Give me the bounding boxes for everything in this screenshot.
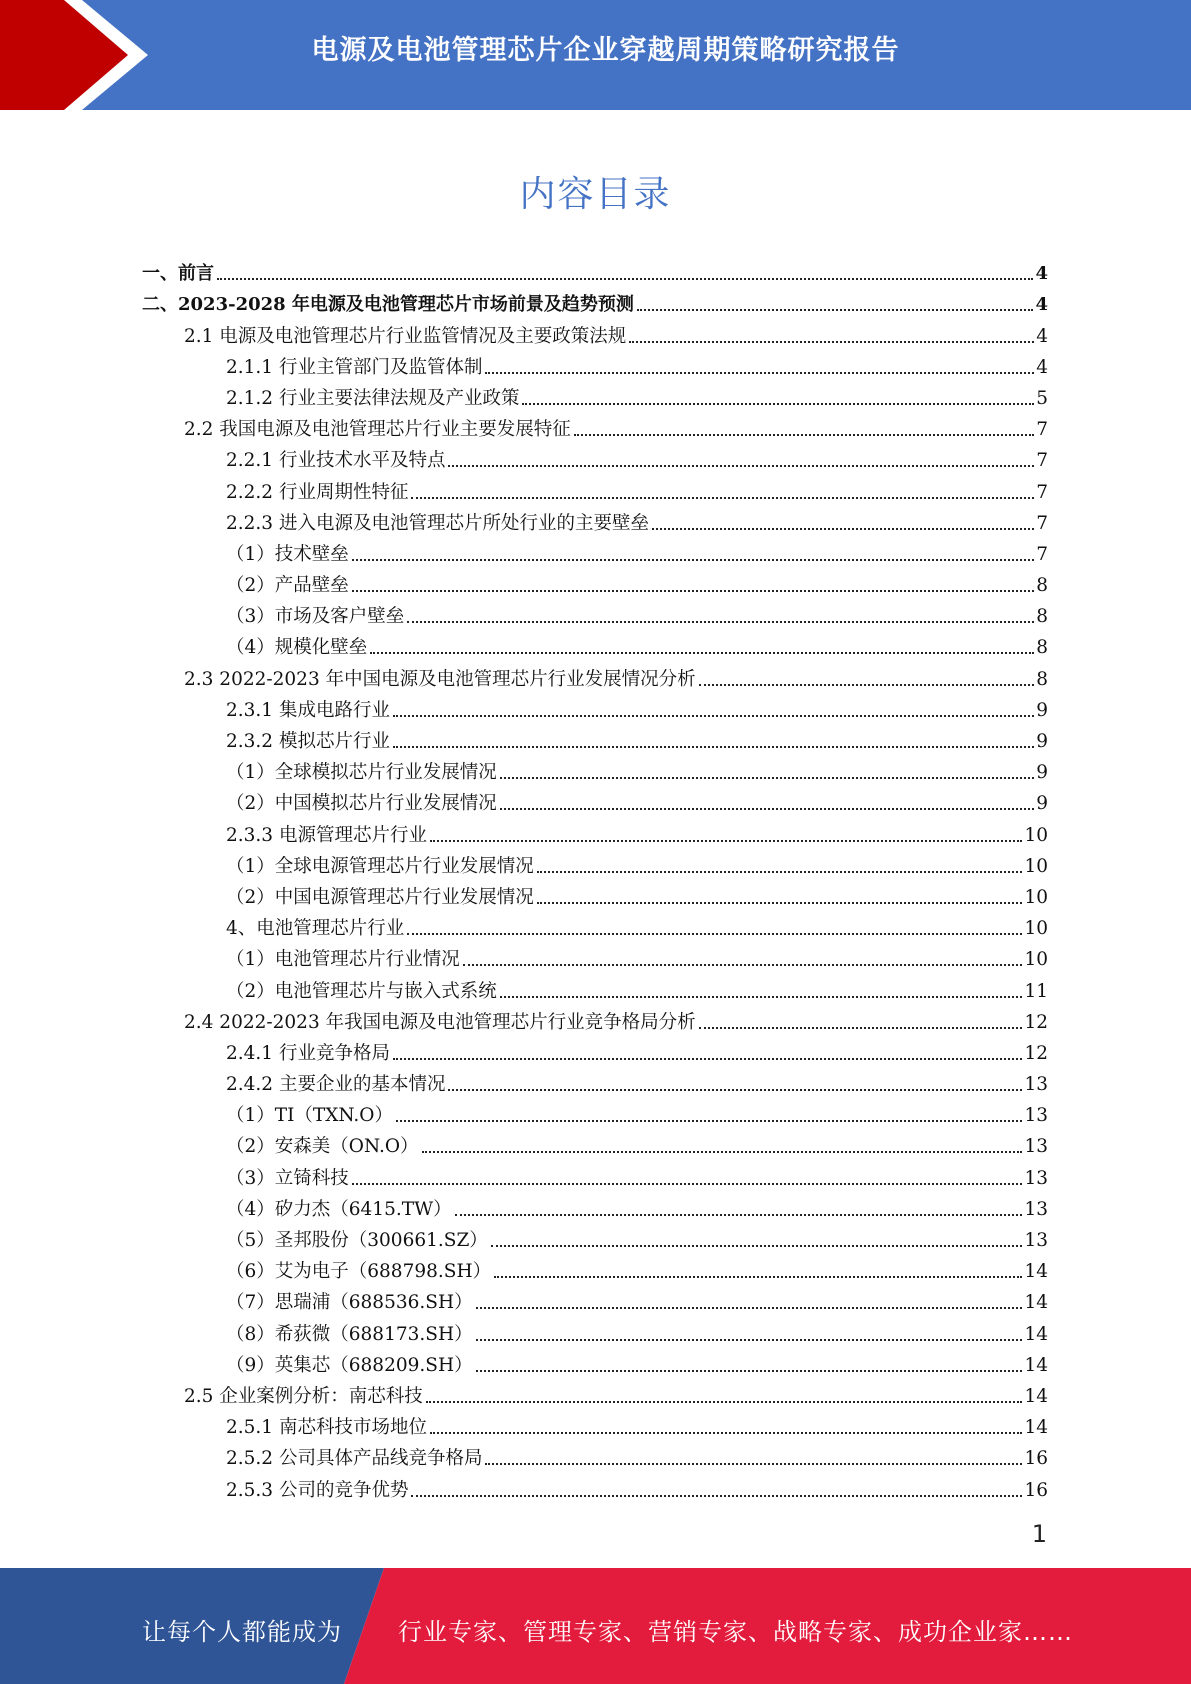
toc-entry-page: 10 [1024, 824, 1048, 846]
toc-entry-page: 9 [1036, 699, 1048, 721]
toc-dot-leader [574, 434, 1034, 436]
toc-entry-page: 14 [1024, 1261, 1048, 1283]
toc-entry-page: 13 [1024, 1198, 1048, 1220]
toc-entry-title: （5）圣邦股份（300661.SZ） [226, 1230, 488, 1251]
toc-entry-title: 4、电池管理芯片行业 [226, 918, 405, 940]
toc-dot-leader [476, 1307, 1023, 1309]
toc-entry[interactable] [142, 971, 1048, 1002]
toc-entry[interactable] [142, 316, 1048, 347]
toc-entry-title: 2.1 电源及电池管理芯片行业监管情况及主要政策法规 [184, 325, 627, 347]
toc-entry[interactable] [142, 472, 1048, 503]
toc-entry-title: 2.4.1 行业竞争格局 [226, 1042, 390, 1064]
toc-entry-page: 13 [1024, 1105, 1048, 1127]
toc-dot-leader [407, 933, 1022, 935]
toc-entry[interactable] [142, 1127, 1048, 1158]
toc-entry[interactable] [142, 909, 1048, 940]
toc-dot-leader [485, 372, 1034, 374]
toc-entry-title: （1）全球电源管理芯片行业发展情况 [226, 855, 534, 877]
toc-entry-page: 4 [1036, 325, 1048, 347]
toc-entry-title: 2.5.1 南芯科技市场地位 [226, 1417, 427, 1439]
toc-entry-title: （2）产品壁垒 [226, 575, 349, 597]
toc-entry-page: 8 [1036, 575, 1048, 597]
toc-dot-leader [699, 684, 1035, 686]
toc-entry-title: 2.3.1 集成电路行业 [226, 699, 390, 721]
toc-entry[interactable] [142, 878, 1048, 909]
toc-dot-leader [485, 1463, 1022, 1465]
toc-entry[interactable] [142, 1190, 1048, 1221]
toc-entry-title: 二、2023-2028 年电源及电池管理芯片市场前景及趋势预测 [142, 294, 634, 316]
toc-entry[interactable] [142, 784, 1048, 815]
toc-entry-page: 10 [1024, 855, 1048, 877]
toc-entry-title: （1）电池管理芯片行业情况 [226, 949, 460, 971]
toc-entry-page: 7 [1036, 481, 1048, 503]
toc-entry-page: 4 [1036, 356, 1048, 378]
toc-entry-page: 9 [1036, 731, 1048, 752]
toc-entry-page: 9 [1036, 793, 1048, 815]
toc-entry-page: 7 [1036, 543, 1048, 565]
toc-entry-title: （1）TI（TXN.O） [226, 1105, 393, 1127]
page-number: 1 [1031, 1520, 1047, 1548]
toc-dot-leader [217, 278, 1033, 280]
toc-entry-page: 7 [1036, 419, 1048, 441]
toc-dot-leader [537, 871, 1023, 873]
page-header [0, 0, 1191, 110]
toc-entry[interactable] [142, 691, 1048, 722]
toc-dot-leader [407, 621, 1034, 623]
toc-entry[interactable] [142, 254, 1048, 285]
toc-entry-page: 5 [1036, 387, 1048, 409]
toc-dot-leader [637, 309, 1034, 311]
toc-entry-page: 7 [1036, 450, 1048, 472]
toc-entry-page: 14 [1024, 1385, 1048, 1407]
toc-entry-page: 13 [1024, 1136, 1048, 1158]
toc-dot-leader [396, 1120, 1022, 1122]
toc-dot-leader [411, 497, 1034, 499]
toc-dot-leader [426, 1401, 1023, 1403]
toc-entry[interactable] [142, 1221, 1048, 1252]
toc-entry-title: 2.2.2 行业周期性特征 [226, 481, 409, 503]
toc-entry-title: （2）安森美（ON.O） [226, 1136, 419, 1158]
toc-dot-leader [500, 996, 1023, 998]
toc-entry-page: 12 [1024, 1042, 1048, 1064]
toc-entry-page: 12 [1024, 1011, 1048, 1033]
toc-dot-leader [352, 590, 1034, 592]
page-footer [0, 1568, 1191, 1684]
toc-entry[interactable] [142, 628, 1048, 659]
toc-entry-page: 4 [1035, 263, 1048, 285]
toc-entry-title: 2.5.3 公司的竞争优势 [226, 1479, 409, 1501]
toc-entry-title: （1）技术壁垒 [226, 543, 349, 565]
toc-entry-title: （9）英集芯（688209.SH） [226, 1354, 473, 1376]
toc-dot-leader [411, 1495, 1022, 1497]
toc-entry-title: 2.2 我国电源及电池管理芯片行业主要发展特征 [184, 419, 571, 441]
toc-entry[interactable] [142, 815, 1048, 846]
toc-dot-leader [500, 808, 1034, 810]
toc-entry-title: 2.1.1 行业主管部门及监管体制 [226, 356, 483, 378]
toc-entry-page: 8 [1036, 668, 1048, 690]
toc-entry[interactable] [142, 535, 1048, 566]
toc-entry-title: （2）中国模拟芯片行业发展情况 [226, 793, 497, 815]
toc-dot-leader [448, 1089, 1022, 1091]
toc-entry-page: 14 [1024, 1354, 1048, 1376]
toc-entry-title: （6）艾为电子（688798.SH） [226, 1261, 492, 1283]
toc-entry[interactable] [142, 1314, 1048, 1345]
toc-entry[interactable] [142, 1283, 1048, 1314]
toc-entry-title: 2.5 企业案例分析：南芯科技 [184, 1385, 423, 1407]
toc-entry-page: 13 [1024, 1230, 1048, 1251]
toc-entry[interactable] [142, 722, 1048, 753]
toc-entry[interactable] [142, 1034, 1048, 1065]
toc-dot-leader [430, 1432, 1022, 1434]
toc-dot-leader [522, 403, 1034, 405]
toc-entry-title: （8）希荻微（688173.SH） [226, 1323, 473, 1345]
toc-entry-page: 14 [1024, 1323, 1048, 1345]
toc-dot-leader [699, 1027, 1023, 1029]
toc-dot-leader [476, 1370, 1023, 1372]
toc-dot-leader [352, 559, 1034, 561]
toc-entry[interactable] [142, 753, 1048, 784]
toc-dot-leader [393, 1058, 1022, 1060]
toc-entry-title: 2.4 2022-2023 年我国电源及电池管理芯片行业竞争格局分析 [184, 1011, 696, 1033]
toc-heading: 内容目录 [519, 174, 672, 215]
toc-dot-leader [393, 746, 1034, 748]
toc-dot-leader [370, 652, 1034, 654]
toc-entry-page: 10 [1024, 949, 1048, 971]
toc-entry[interactable] [142, 566, 1048, 597]
toc-entry[interactable] [142, 1252, 1048, 1283]
toc-entry-page: 16 [1024, 1479, 1048, 1501]
toc-dot-leader [494, 1276, 1022, 1278]
toc-entry[interactable] [142, 1346, 1048, 1377]
toc-entry-page: 16 [1024, 1448, 1048, 1470]
toc-entry[interactable] [142, 285, 1048, 316]
toc-entry[interactable] [142, 441, 1048, 472]
toc-entry-title: （2）中国电源管理芯片行业发展情况 [226, 886, 534, 908]
toc-entry[interactable] [142, 1470, 1048, 1501]
toc-dot-leader [422, 1151, 1023, 1153]
toc-entry[interactable] [142, 348, 1048, 379]
toc-entry-page: 4 [1035, 294, 1048, 316]
toc-entry-title: 2.3.3 电源管理芯片行业 [226, 824, 427, 846]
toc-entry-page: 11 [1024, 980, 1048, 1002]
toc-entry-page: 14 [1024, 1417, 1048, 1439]
footer-slogan-left: 让每个人都能成为 [142, 1618, 342, 1646]
toc-entry-title: （7）思瑞浦（688536.SH） [226, 1292, 473, 1314]
toc-dot-leader [652, 528, 1034, 530]
toc-dot-leader [476, 1339, 1023, 1341]
toc-entry-title: 一、前言 [142, 263, 214, 285]
table-of-contents [142, 254, 1048, 1502]
toc-dot-leader [430, 840, 1022, 842]
toc-entry[interactable] [142, 379, 1048, 410]
footer-slogan-right: 行业专家、管理专家、营销专家、战略专家、成功企业家…… [398, 1618, 1073, 1646]
toc-entry-title: （4）规模化壁垒 [226, 637, 368, 659]
toc-entry[interactable] [142, 1439, 1048, 1470]
toc-entry[interactable] [142, 1096, 1048, 1127]
toc-entry-title: 2.2.1 行业技术水平及特点 [226, 450, 446, 472]
toc-dot-leader [352, 1183, 1023, 1185]
toc-entry-title: （3）市场及客户壁垒 [226, 606, 405, 628]
toc-entry-title: 2.2.3 进入电源及电池管理芯片所处行业的主要壁垒 [226, 512, 649, 534]
toc-entry-title: 2.3.2 模拟芯片行业 [226, 731, 390, 752]
toc-dot-leader [629, 341, 1034, 343]
toc-entry-page: 13 [1024, 1074, 1048, 1096]
toc-entry-title: 2.3 2022-2023 年中国电源及电池管理芯片行业发展情况分析 [184, 668, 696, 690]
toc-dot-leader [455, 1214, 1023, 1216]
toc-entry[interactable] [142, 1003, 1048, 1034]
toc-entry[interactable] [142, 940, 1048, 971]
toc-entry-title: 2.1.2 行业主要法律法规及产业政策 [226, 387, 520, 409]
toc-entry-title: 2.5.2 公司具体产品线竞争格局 [226, 1448, 483, 1470]
toc-entry-page: 8 [1036, 606, 1048, 628]
toc-entry-title: （3）立锜科技 [226, 1167, 349, 1189]
toc-entry-title: （1）全球模拟芯片行业发展情况 [226, 762, 497, 784]
toc-entry-page: 7 [1036, 512, 1048, 534]
toc-entry[interactable] [142, 659, 1048, 690]
toc-entry-title: （2）电池管理芯片与嵌入式系统 [226, 980, 497, 1002]
toc-entry[interactable] [142, 1408, 1048, 1439]
toc-entry-page: 8 [1036, 637, 1048, 659]
toc-entry-title: 2.4.2 主要企业的基本情况 [226, 1074, 446, 1096]
report-title: 电源及电池管理芯片企业穿越周期策略研究报告 [311, 35, 900, 66]
toc-entry-page: 10 [1024, 886, 1048, 908]
toc-entry[interactable] [142, 1065, 1048, 1096]
toc-entry-title: （4）矽力杰（6415.TW） [226, 1198, 452, 1220]
toc-dot-leader [393, 715, 1034, 717]
toc-entry[interactable] [142, 1158, 1048, 1189]
toc-dot-leader [448, 465, 1034, 467]
toc-dot-leader [500, 777, 1034, 779]
toc-dot-leader [463, 964, 1023, 966]
toc-entry-page: 13 [1024, 1167, 1048, 1189]
toc-entry[interactable] [142, 847, 1048, 878]
toc-entry[interactable] [142, 597, 1048, 628]
toc-entry[interactable] [142, 410, 1048, 441]
toc-entry-page: 14 [1024, 1292, 1048, 1314]
toc-entry-page: 10 [1024, 918, 1048, 940]
toc-dot-leader [491, 1245, 1023, 1247]
toc-entry[interactable] [142, 1377, 1048, 1408]
toc-dot-leader [537, 902, 1023, 904]
toc-entry-page: 9 [1036, 762, 1048, 784]
toc-entry[interactable] [142, 504, 1048, 535]
